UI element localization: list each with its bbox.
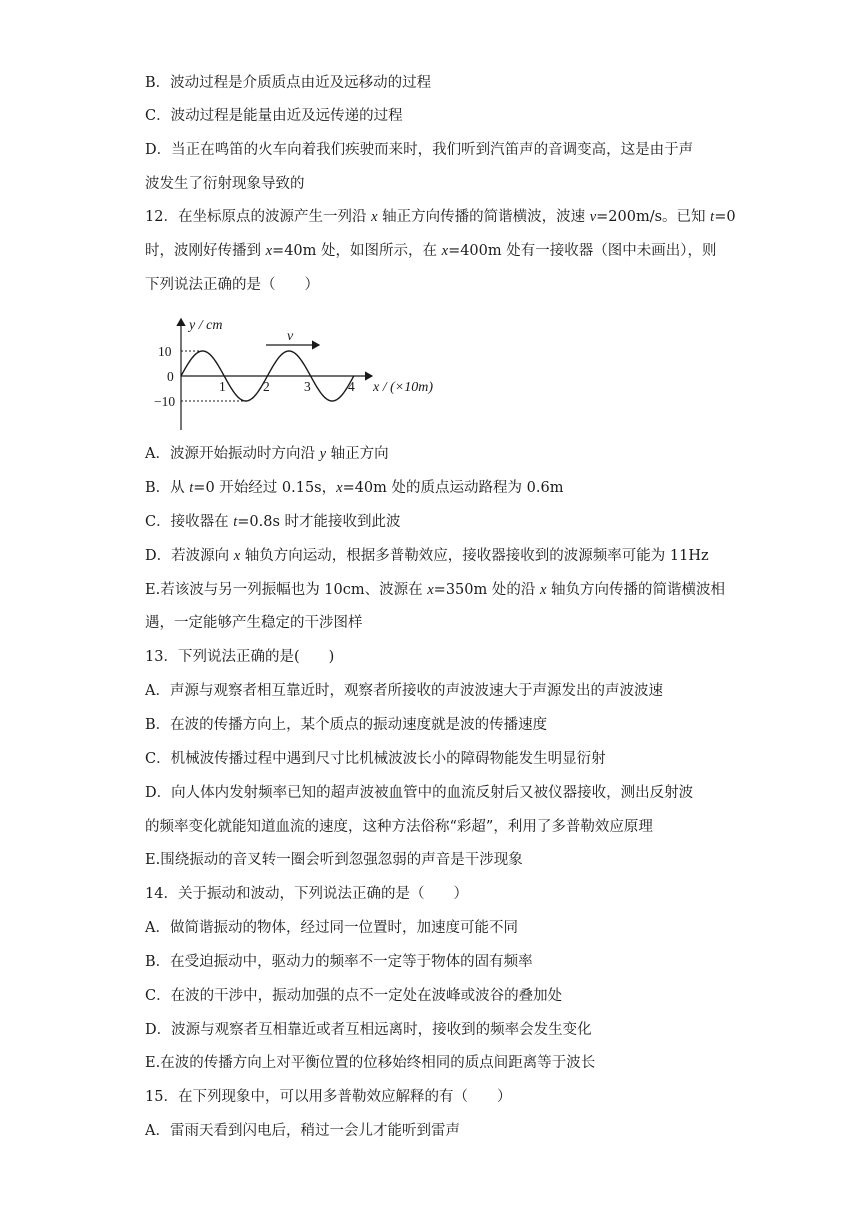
option-14d: D．波源与观察者互相靠近或者互相远离时，接收到的频率会发生变化 [145,1022,592,1038]
y-axis-label: y / cm [189,318,223,333]
option-12e-line2: 遇，一定能够产生稳定的干涉图样 [145,615,363,631]
option-12e-line1: E.若该波与另一列振幅也为 10cm、波源在 x=350m 处的沿 x 轴负方向传播的简谐横波相 [145,582,726,598]
question-12-line1: 12．在坐标原点的波源产生一列沿 x 轴正方向传播的简谐横波，波速 v=200m/s。已知 t=0 [145,209,736,225]
question-15-stem: 15．在下列现象中，可以用多普勒效应解释的有（ ） [145,1089,512,1105]
option-13e: E.围绕振动的音叉转一圈会听到忽强忽弱的声音是干涉现象 [145,852,523,868]
question-14-stem: 14．关于振动和波动，下列说法正确的是（ ） [145,886,468,902]
option-14a: A．做简谐振动的物体，经过同一位置时，加速度可能不同 [145,920,518,936]
option-11c: C．波动过程是能量由近及远传递的过程 [145,108,403,124]
option-13d-line2: 的频率变化就能知道血流的速度，这种方法俗称“彩超”，利用了多普勒效应原理 [145,819,653,835]
option-13a: A．声源与观察者相互靠近时，观察者所接收的声波波速大于声源发出的声波波速 [145,683,663,699]
option-13d-line1: D．向人体内发射频率已知的超声波被血管中的血流反射后又被仪器接收，测出反射波 [145,785,694,801]
option-12b: B．从 t=0 开始经过 0.15s，x=40m 处的质点运动路程为 0.6m [145,480,564,496]
x-axis-label: x / (×10m) [373,380,433,395]
y-tick-10: 10 [158,344,172,359]
question-12-line2: 时，波刚好传播到 x=40m 处，如图所示，在 x=400m 处有一接收器（图中未画出），则 [145,243,717,259]
option-13b: B．在波的传播方向上，某个质点的振动速度就是波的传播速度 [145,717,548,733]
option-12c: C．接收器在 t=0.8s 时才能接收到此波 [145,514,401,530]
wave-graph [154,312,460,436]
question-12-line3: 下列说法正确的是（ ） [145,277,319,293]
velocity-label: v [287,329,294,344]
x-tick-4: 4 [348,379,355,394]
option-14c: C．在波的干涉中，振动加强的点不一定处在波峰或波谷的叠加处 [145,988,563,1004]
option-12d: D．若波源向 x 轴负方向运动，根据多普勒效应，接收器接收到的波源频率可能为 11Hz [145,548,709,564]
option-14e: E.在波的传播方向上对平衡位置的位移始终相同的质点间距离等于波长 [145,1055,596,1071]
option-11d-line1: D．当正在鸣笛的火车向着我们疾驶而来时，我们听到汽笛声的音调变高，这是由于声 [145,142,694,158]
question-13-stem: 13．下列说法正确的是( ) [145,649,335,665]
option-14b: B．在受迫振动中，驱动力的频率不一定等于物体的固有频率 [145,954,533,970]
x-tick-3: 3 [304,379,311,394]
x-tick-1: 1 [219,379,226,394]
option-13c: C．机械波传播过程中遇到尺寸比机械波波长小的障碍物能发生明显衍射 [145,751,606,767]
option-11b: B．波动过程是介质质点由近及远移动的过程 [145,75,432,91]
option-12a: A．波源开始振动时方向沿 y 轴正方向 [145,446,389,462]
option-11d-line2: 波发生了衍射现象导致的 [145,176,305,192]
x-tick-2: 2 [263,379,270,394]
y-tick-neg10: −10 [154,394,176,409]
option-15a: A．雷雨天看到闪电后，稍过一会儿才能听到雷声 [145,1123,460,1139]
origin-label: 0 [167,369,174,384]
